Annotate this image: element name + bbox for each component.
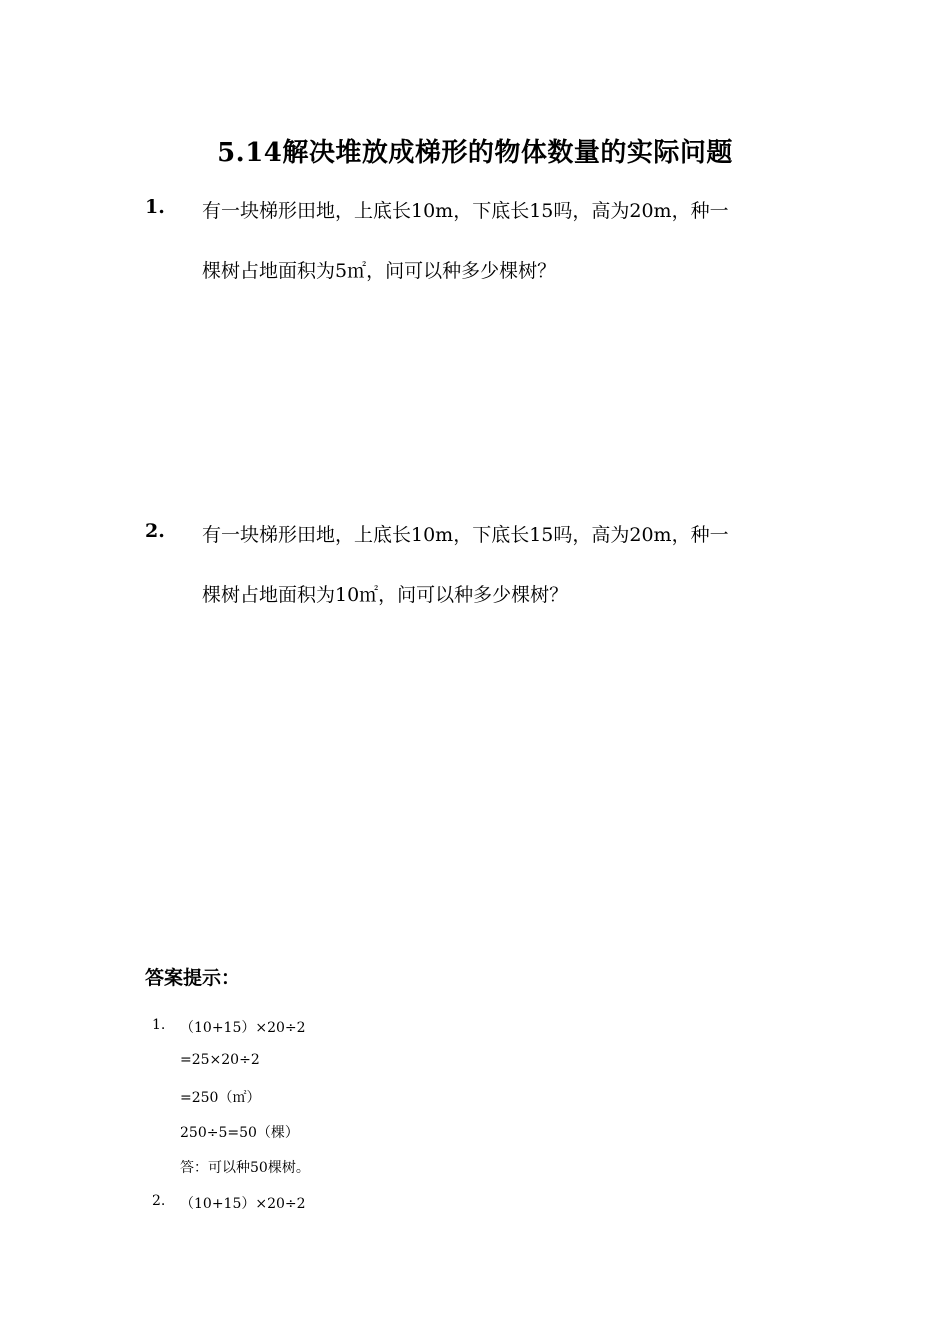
answer-number: 1. (152, 1017, 166, 1033)
question-text-line: 有一块梯形田地，上底长10m，下底长15吗，高为20m，种一 (202, 200, 729, 222)
page-title: 5.14解决堆放成梯形的物体数量的实际问题 (217, 138, 733, 168)
question-text-line: 有一块梯形田地，上底长10m，下底长15吗，高为20m，种一 (202, 524, 729, 546)
question-text-line: 棵树占地面积为10㎡，问可以种多少棵树？ (202, 584, 569, 606)
answer-line: 答：可以种50棵树。 (180, 1160, 310, 1176)
answer-heading: 答案提示： (145, 967, 241, 989)
question-text-line: 棵树占地面积为5㎡，问可以种多少棵树？ (202, 260, 557, 282)
question-number: 2. (145, 520, 165, 542)
answer-line: （10+15）×20÷2 (180, 1196, 306, 1212)
answer-number: 2. (152, 1193, 166, 1209)
question-number: 1. (145, 196, 165, 218)
answer-line: =25×20÷2 (180, 1052, 260, 1068)
answer-line: 250÷5=50（棵） (180, 1125, 299, 1141)
answer-line: =250（㎡） (180, 1090, 261, 1106)
answer-line: （10+15）×20÷2 (180, 1020, 306, 1036)
